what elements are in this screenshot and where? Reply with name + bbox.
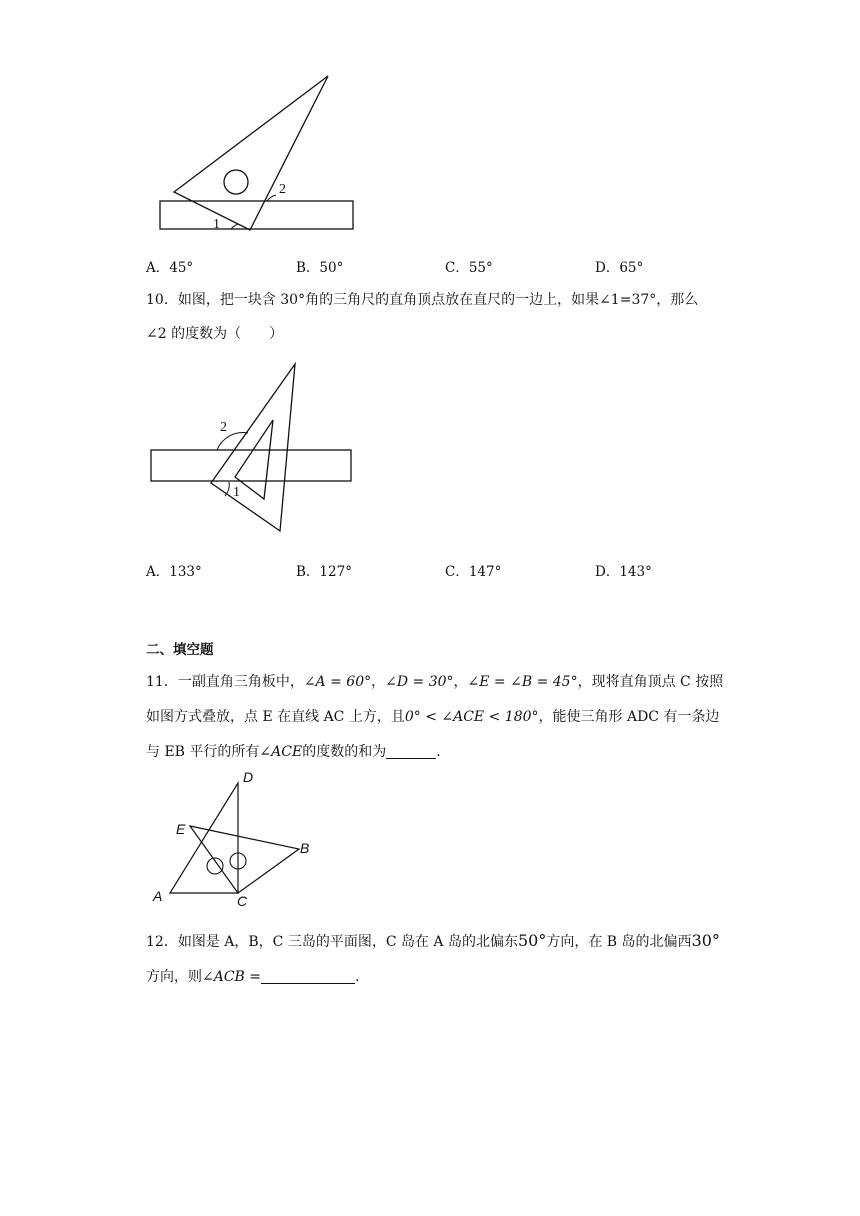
q9-angle-arc-1	[231, 224, 238, 229]
q9-option-d[interactable]: D．65°	[595, 260, 644, 276]
q11-math-angle-a: ∠A = 60°	[303, 674, 372, 690]
q9-angle-arc-2	[267, 195, 276, 201]
q9-label-2: 2	[279, 182, 286, 197]
q10-ruler	[151, 450, 351, 481]
q11-text-3a: 与 EB 平行的所有	[146, 744, 260, 760]
q10-option-a[interactable]: A．133°	[146, 564, 202, 580]
q11-text-3c: 的度数的和为	[302, 744, 387, 760]
q12-answer-blank[interactable]	[261, 969, 355, 984]
q11-label-c: C	[237, 893, 248, 909]
q12-text-1c: 方向，在 B 岛的北偏西	[546, 934, 692, 950]
q9-label-1: 1	[213, 217, 220, 232]
q11-label-a: A	[153, 888, 163, 904]
q11-text-2a: 如图方式叠放，点 E 在直线 AC 上方，且	[146, 709, 405, 725]
q11-text-1e: ，	[453, 674, 468, 690]
q11-triangle-adc	[170, 783, 238, 893]
q10-angle-arc-1	[225, 482, 229, 496]
q11-math-ace: ∠ACE	[259, 744, 303, 760]
q11-answer-blank[interactable]	[386, 744, 436, 759]
q12-text-1a: 12．如图是 A，B，C 三岛的平面图，C 岛在 A 岛的北偏东	[146, 934, 518, 950]
q9-option-b[interactable]: B．50°	[296, 260, 344, 276]
q11-hole-1	[207, 858, 223, 874]
q10-stem-line1: 10．如图，把一块含 30°角的三角尺的直角顶点放在直尺的一边上，如果∠1=37°，那么	[146, 292, 699, 308]
q10-label-1: 1	[233, 485, 240, 500]
q9-hole	[224, 170, 248, 194]
q11-stem-line1	[146, 671, 723, 691]
q10-angle-arc-2	[217, 433, 248, 450]
q12-stem-line1	[146, 931, 720, 951]
q11-text-1a: 11．一副直角三角板中，	[146, 674, 304, 690]
section-heading: 二、填空题	[146, 642, 214, 658]
q12-text-2c: .	[355, 969, 360, 985]
q10-inner-triangle	[235, 420, 273, 499]
q11-triangle-ebc	[190, 826, 299, 893]
q11-text-1g: ，现将直角顶点 C 按照	[577, 674, 724, 690]
q12-math-acb: ∠ACB =	[202, 969, 262, 985]
q11-math-angle-eb: ∠E = ∠B = 45°	[467, 674, 578, 690]
q10-outer-triangle	[211, 364, 295, 531]
q9-ruler	[160, 201, 353, 229]
q12-stem-line2	[146, 966, 359, 986]
q9-triangle	[174, 76, 328, 230]
q11-hole-2	[230, 853, 246, 869]
q10-option-b[interactable]: B．127°	[296, 564, 352, 580]
q10-option-c[interactable]: C．147°	[445, 564, 502, 580]
q11-text-3d: .	[436, 744, 441, 760]
q10-label-2: 2	[220, 420, 227, 435]
q11-math-range: 0° < ∠ACE < 180°	[404, 709, 539, 725]
q12-math-30: 30°	[691, 931, 720, 950]
q11-text-2c: ，能使三角形 ADC 有一条边	[538, 709, 720, 725]
q11-math-angle-d: ∠D = 30°	[385, 674, 454, 690]
q12-text-2a: 方向，则	[146, 969, 202, 985]
q11-stem-line2	[146, 706, 719, 726]
q11-stem-line3	[146, 741, 441, 761]
q11-label-d: D	[243, 769, 254, 785]
q11-text-1c: ，	[371, 674, 386, 690]
q9-option-a[interactable]: A．45°	[146, 260, 194, 276]
q9-option-c[interactable]: C．55°	[445, 260, 493, 276]
q12-math-50: 50°	[518, 931, 547, 950]
q10-option-d[interactable]: D．143°	[595, 564, 652, 580]
q10-stem-line2: ∠2 的度数为（ ）	[146, 326, 284, 342]
q11-label-e: E	[176, 821, 186, 837]
q11-label-b: B	[300, 840, 310, 856]
